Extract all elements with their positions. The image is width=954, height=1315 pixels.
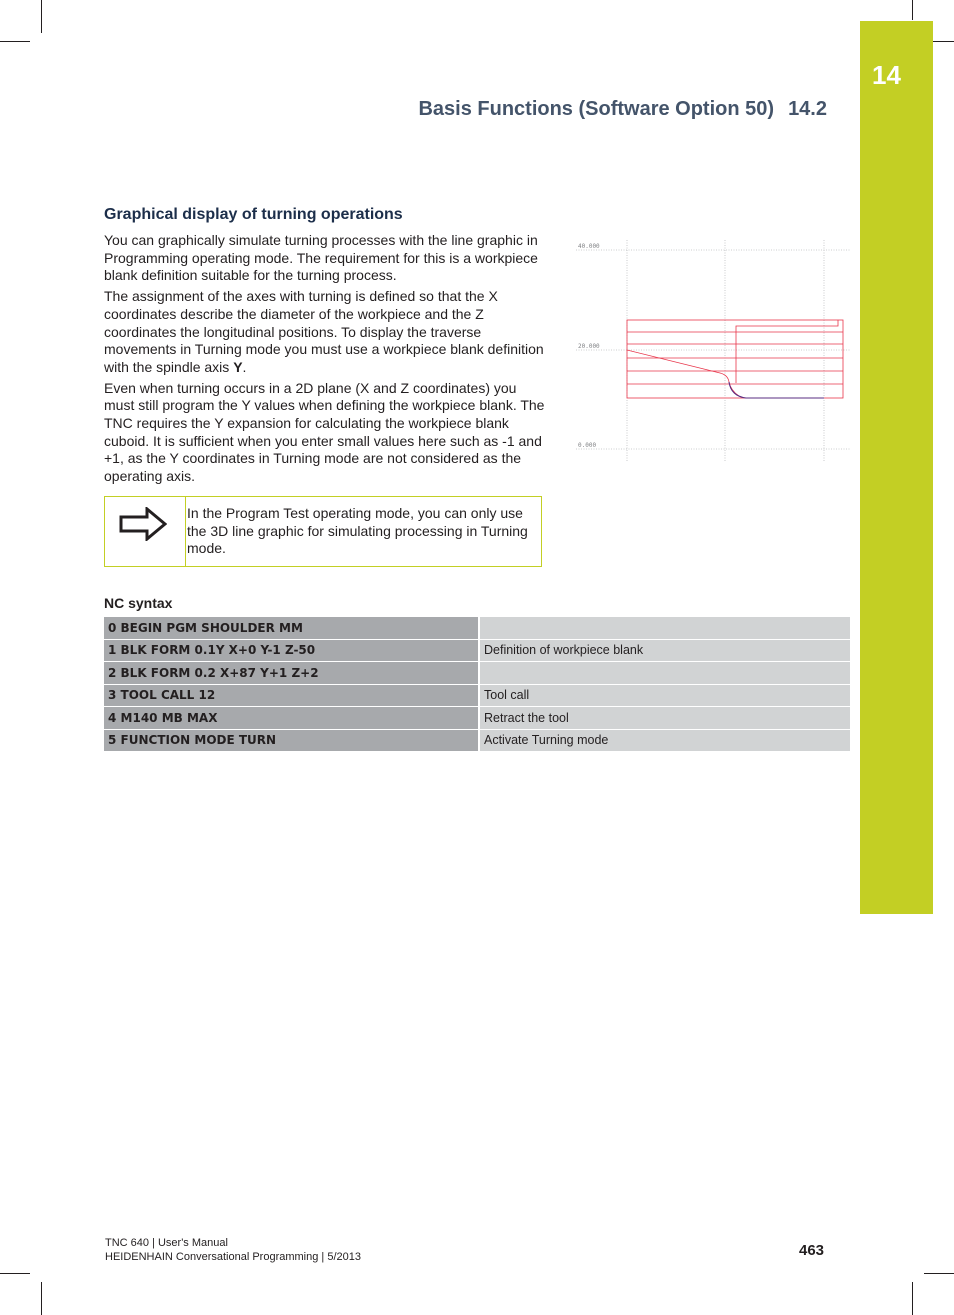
nc-desc (480, 617, 850, 640)
crop-mark (41, 1282, 42, 1315)
contour-chamfer (627, 350, 739, 396)
nc-desc: Activate Turning mode (480, 730, 850, 753)
crop-mark (41, 0, 42, 33)
blank-lines (627, 320, 843, 398)
nc-desc: Definition of workpiece blank (480, 640, 850, 663)
table-row (104, 730, 850, 753)
note-divider (185, 497, 186, 566)
footer-line: HEIDENHAIN Conversational Programming | 5/2013 (105, 1251, 361, 1263)
chapter-tab (860, 21, 933, 914)
table-row (104, 617, 850, 640)
turning-graphic (574, 236, 852, 466)
paragraph (104, 288, 548, 377)
section-title: Graphical display of turning operations (104, 206, 403, 223)
arrow-right-icon (119, 507, 167, 541)
footer-line: TNC 640 | User's Manual (105, 1237, 228, 1249)
nc-desc (480, 662, 850, 685)
nc-desc: Retract the tool (480, 707, 850, 730)
paragraph: Even when turning occurs in a 2D plane (X and Z coordinates) you must still program the Y values when defining the workpiece blank. The TNC requires the Y expansion for calculating the workpiece blank cuboid. It is sufficient when you enter small values here such as -1 and +1, as the Y coordinates in Turning mode are not considered as the operating axis. (104, 379, 545, 485)
period: . (242, 358, 247, 375)
crop-mark (0, 1273, 30, 1274)
crop-mark (0, 41, 30, 42)
axis-label: 0.000 (578, 442, 597, 449)
note-box (104, 496, 542, 567)
table-row (104, 662, 850, 685)
running-header (418, 98, 827, 121)
table-row (104, 640, 850, 663)
nc-heading: NC syntax (104, 595, 173, 611)
header-title: Basis Functions (Software Option 50) (418, 98, 775, 120)
nc-code: 2 BLK FORM 0.2 X+87 Y+1 Z+2 (104, 662, 480, 685)
paragraph: You can graphically simulate turning processes with the line graphic in Programming operating mode. The requirement for this is a workpiece blank definition suitable for the turning process. (104, 232, 538, 284)
nc-code: 0 BEGIN PGM SHOULDER MM (104, 617, 480, 640)
axis-label: 40.000 (578, 243, 600, 250)
page-number: 463 (799, 1242, 825, 1259)
body-text (104, 232, 548, 489)
axis-name: Y (233, 358, 243, 375)
retract-path (736, 320, 838, 383)
nc-code: 1 BLK FORM 0.1Y X+0 Y-1 Z-50 (104, 640, 480, 663)
nc-table (104, 617, 850, 752)
paragraph-text: The assignment of the axes with turning is defined so that the X coordinates describe the diameter of the workpiece and the Z coordinates the longitudinal positions. To display the traverse movements in Turning mode you must use a workpiece blank definition with the spindle axis (104, 288, 544, 375)
nc-code: 3 TOOL CALL 12 (104, 685, 480, 708)
header-section: 14.2 (788, 98, 827, 120)
axis-label: 20.000 (578, 343, 600, 350)
crop-mark (924, 1273, 954, 1274)
table-row (104, 707, 850, 730)
table-row (104, 685, 850, 708)
chapter-number: 14 (872, 60, 901, 90)
crop-mark (912, 0, 913, 20)
grid (576, 240, 850, 462)
nc-code: 5 FUNCTION MODE TURN (104, 730, 480, 753)
nc-desc: Tool call (480, 685, 850, 708)
note-text: In the Program Test operating mode, you can only use the 3D line graphic for simulating processing in Turning mode. (187, 505, 528, 557)
nc-code: 4 M140 MB MAX (104, 707, 480, 730)
footer-info (105, 1236, 361, 1264)
crop-mark (912, 1282, 913, 1315)
